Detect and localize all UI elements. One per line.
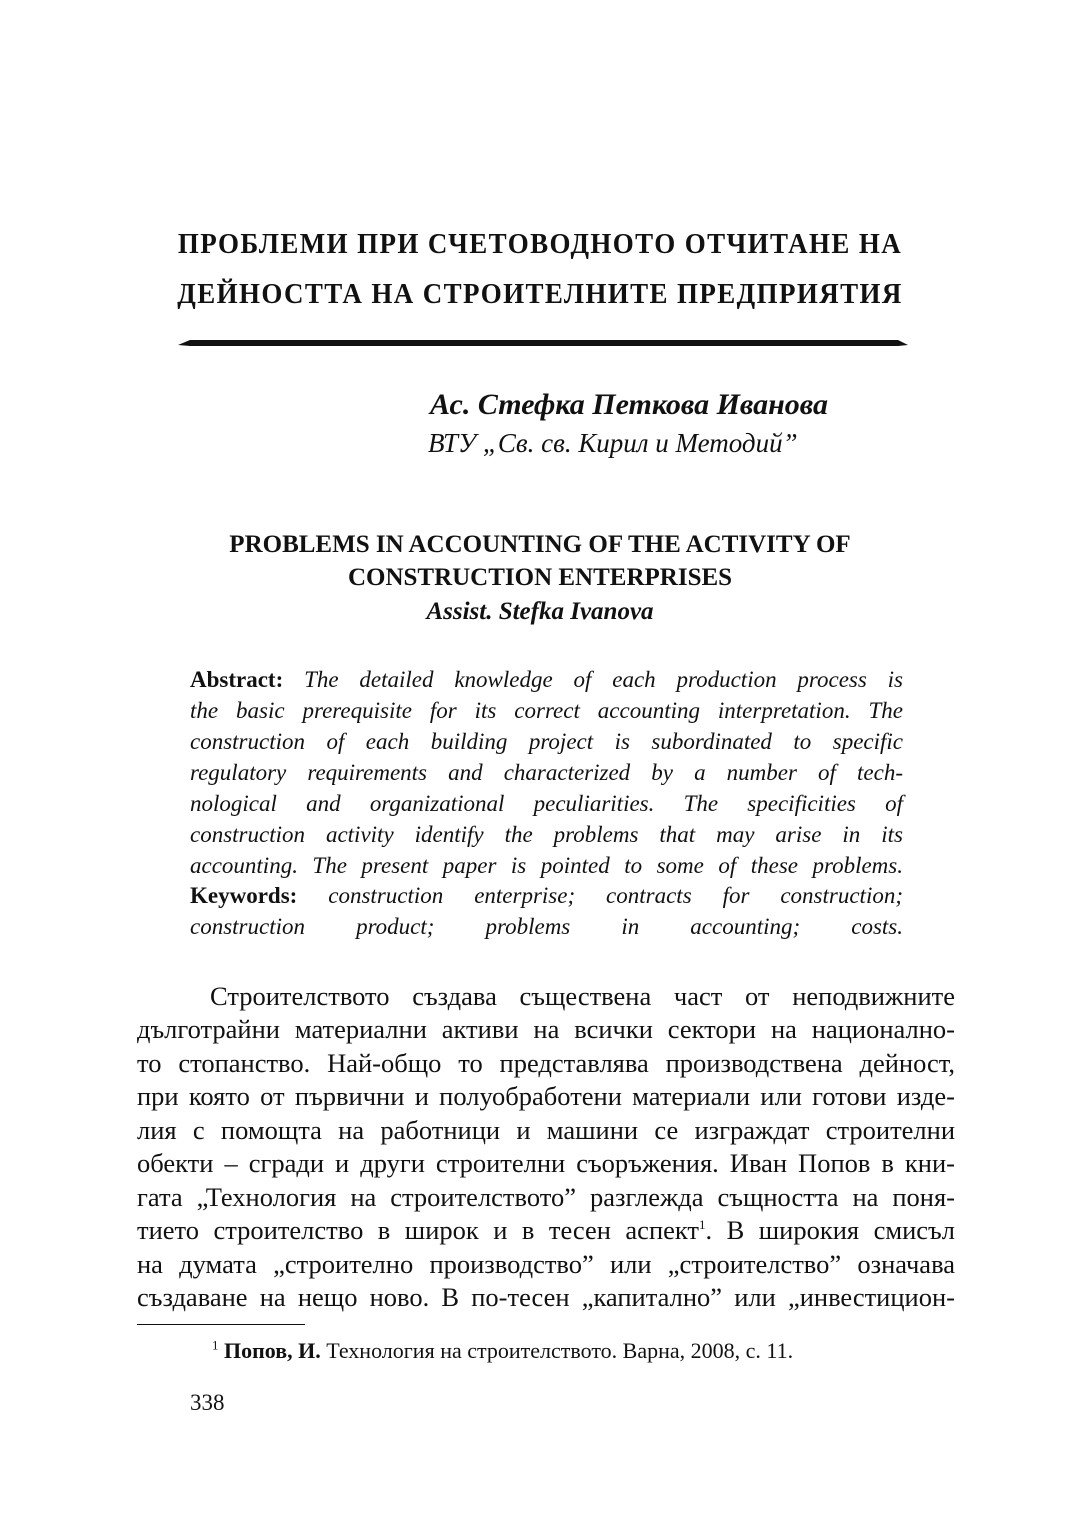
title-line-2: ДЕЙНОСТТА НА СТРОИТЕЛНИТЕ ПРЕДПРИЯТИЯ <box>177 278 903 310</box>
abstract-line: the basic prerequisite for its correct accounting interpretation. The <box>190 698 903 723</box>
page-number: 338 <box>190 1390 225 1415</box>
footnote-divider <box>137 1324 305 1325</box>
footnote: $^1$ Попов, И. Технология на строителството. Варна, 2008, с. 11. <box>212 1337 794 1363</box>
body-line: лия с помощта на работници и машини се изграждат строителни <box>137 1115 955 1145</box>
keywords-label: Keywords: <box>190 883 298 908</box>
english-title-line-2: CONSTRUCTION ENTERPRISES <box>347 564 733 591</box>
abstract-line: accounting. The present paper is pointed to some of these problems. <box>190 853 903 878</box>
author-name: Ас. Стефка Петкова Иванова <box>430 388 828 421</box>
body-line: гата „Технология на строителството” разглежда същността на поня- <box>137 1182 955 1212</box>
body-line: обекти – сгради и други строителни съоръжения. Иван Попов в кни- <box>137 1148 955 1178</box>
body-line: тието строителство в широк и в тесен аспект$^1$. В широкия смисъл <box>137 1215 955 1245</box>
abstract-line: Abstract: The detailed knowledge of each production process is <box>190 667 904 692</box>
title-line-1: ПРОБЛЕМИ ПРИ СЧЕТОВОДНОТО ОТЧИТАНЕ НА <box>177 228 903 260</box>
english-title-line-1: PROBLEMS IN ACCOUNTING OF THE ACTIVITY OF <box>229 531 851 558</box>
abstract-line: construction activity identify the problems that may arise in its <box>190 822 903 847</box>
body-line: Строителството създава съществена част от неподвижните <box>210 981 955 1011</box>
abstract-line: regulatory requirements and characterized by a number of tech- <box>190 760 903 785</box>
abstract-line: construction of each building project is subordinated to specific <box>190 729 903 754</box>
body-line: на думата „строително производство” или „строителство” означава <box>137 1249 955 1279</box>
body-line: създаване на нещо ново. В по-тесен „капитално” или „инвестицион- <box>137 1282 955 1312</box>
abstract-label: Abstract: <box>190 667 284 692</box>
abstract-line: nological and organizational peculiarities. The specificities of <box>190 791 903 816</box>
body-line: при която от първични и полуобработени материали или готови изде- <box>137 1081 955 1111</box>
body-line: то стопанство. Най-общо то представлява производствена дейност, <box>137 1048 955 1078</box>
footnote-text: Технология на строителството. Варна, 2008, с. 11. <box>326 1338 794 1363</box>
title-rule <box>178 336 910 350</box>
footnote-author: Попов, И. <box>224 1338 321 1363</box>
keywords-line: Keywords: construction enterprise; contracts for construction; <box>190 883 903 908</box>
body-line: дълготрайни материални активи на всички сектори на национално- <box>137 1014 955 1044</box>
english-author: Assist. Stefka Ivanova <box>426 598 654 625</box>
footnote-ref[interactable]: 1 <box>699 1217 706 1233</box>
author-affiliation: ВТУ „Св. св. Кирил и Методий” <box>428 428 798 458</box>
keywords-line: construction product; problems in accounting; costs. <box>190 914 903 939</box>
